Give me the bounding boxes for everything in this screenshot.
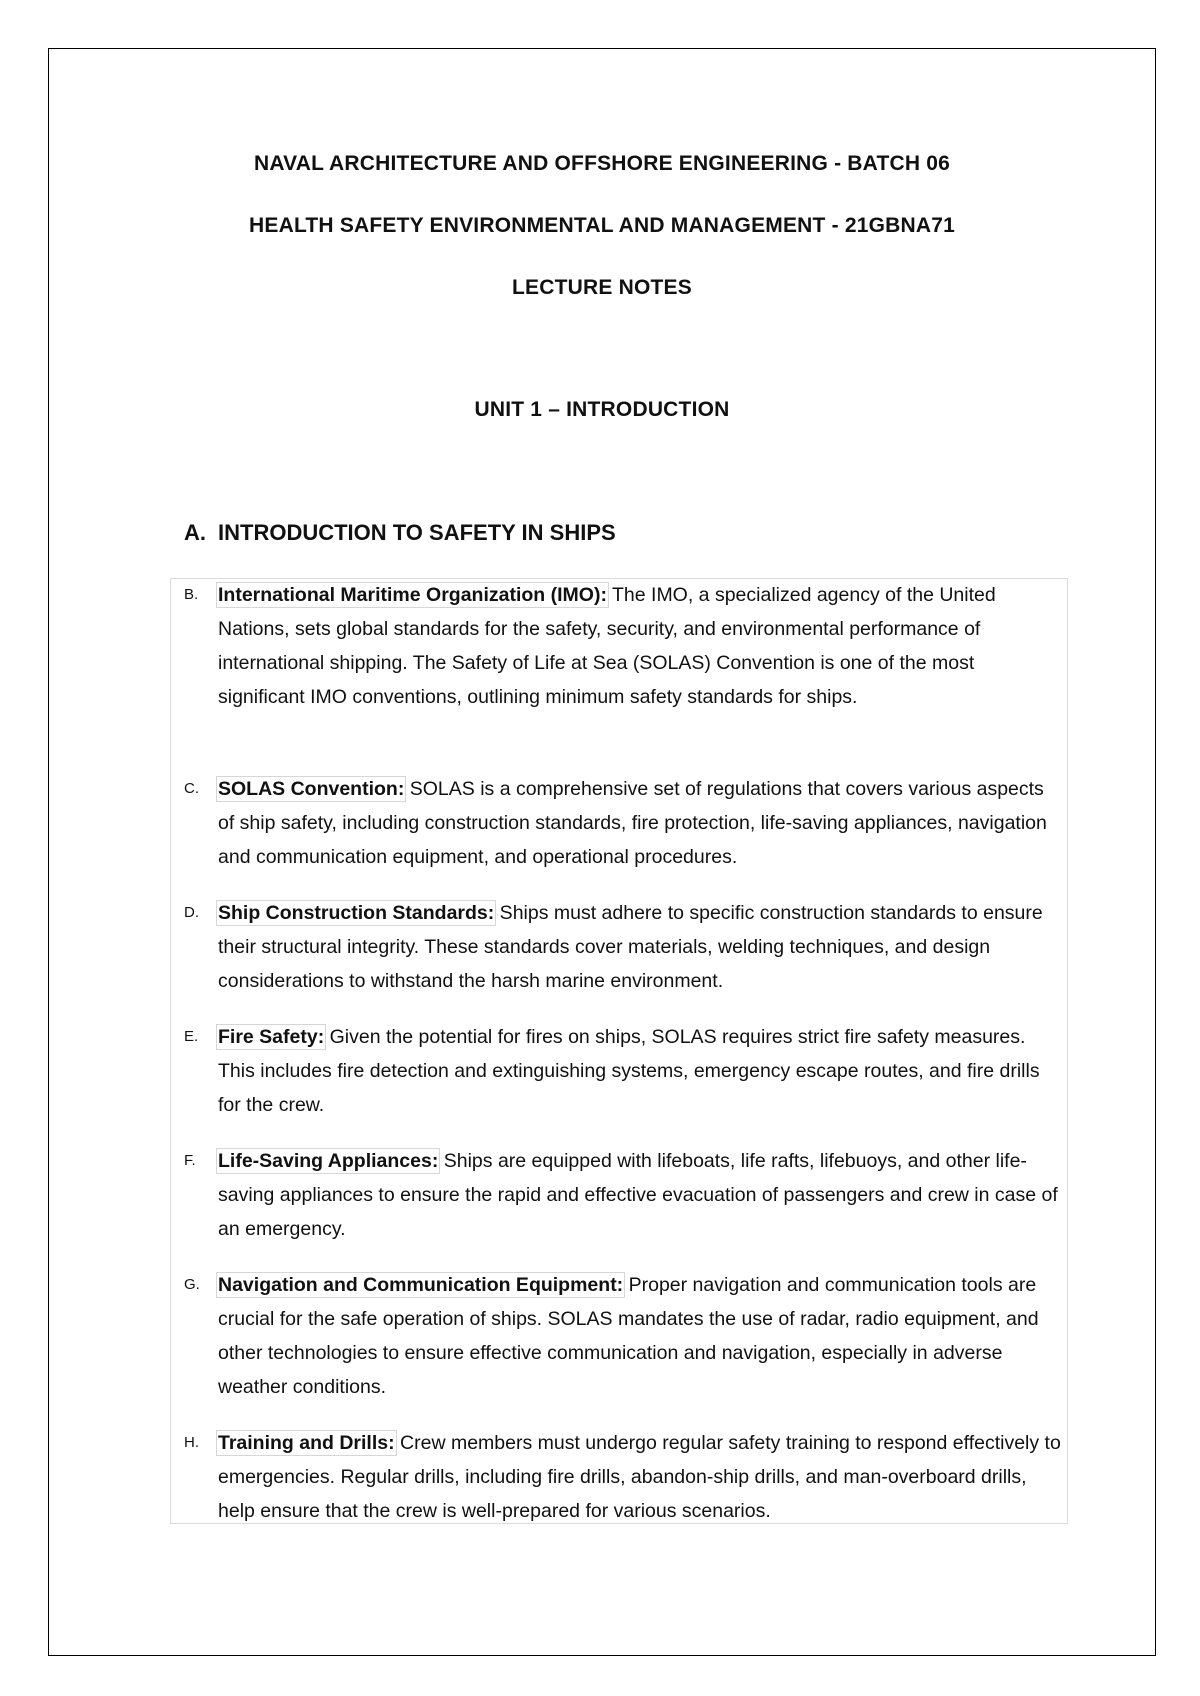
list-item-term: International Maritime Organization (IMO): bbox=[218, 584, 607, 606]
list-item-imo bbox=[184, 578, 1064, 714]
course-title: HEALTH SAFETY ENVIRONMENTAL AND MANAGEMENT - 21GBNA71 bbox=[249, 214, 955, 237]
list-item-term: Life-Saving Appliances: bbox=[218, 1150, 439, 1172]
list-item-text: Proper navigation and communication tools are crucial for the safe operation of ships. SOLAS mandates the use of radar, radio equipment, and other technologies to ensure effective communication and navigation, especially in adverse weather conditions. bbox=[218, 1274, 1039, 1398]
unit-title: UNIT 1 – INTRODUCTION bbox=[474, 398, 730, 421]
list-marker: G. bbox=[184, 1276, 200, 1293]
list-item-text: SOLAS is a comprehensive set of regulations that covers various aspects of ship safety, including construction standards, fire protection, life-saving appliances, navigation and communication equipment, and operational procedures. bbox=[218, 778, 1047, 868]
list-item-solas bbox=[184, 772, 1064, 874]
list-item-text: Given the potential for fires on ships, SOLAS requires strict fire safety measures. This includes fire detection and extinguishing systems, emergency escape routes, and fire drills for the crew. bbox=[218, 1026, 1040, 1116]
list-item-text: Crew members must undergo regular safety training to respond effectively to emergencies. Regular drills, including fire drills, abandon-ship drills, and man-overboard drills, help ensure that the crew is well-prepared for various scenarios. bbox=[218, 1432, 1061, 1522]
list-item-fire-safety bbox=[184, 1020, 1064, 1122]
list-item-text: The IMO, a specialized agency of the United Nations, sets global standards for the safety, security, and environmental performance of international shipping. The Safety of Life at Sea (SOLAS) Convention is one of the most significant IMO conventions, outlining minimum safety standards for ships. bbox=[218, 584, 996, 708]
list-marker: F. bbox=[184, 1152, 196, 1169]
list-item-term: Training and Drills: bbox=[218, 1432, 395, 1454]
section-title: INTRODUCTION TO SAFETY IN SHIPS bbox=[218, 520, 616, 545]
list-item-text: Ships must adhere to specific construction standards to ensure their structural integrity. These standards cover materials, welding techniques, and design considerations to withstand the harsh marine environment. bbox=[218, 902, 1043, 992]
list-item-navigation bbox=[184, 1268, 1064, 1404]
list-item-text: Ships are equipped with lifeboats, life rafts, lifebuoys, and other life-saving appliances to ensure the rapid and effective evacuation of passengers and crew in case of an emergency. bbox=[218, 1150, 1058, 1240]
list-item-term: Navigation and Communication Equipment: bbox=[218, 1274, 624, 1296]
list-marker: B. bbox=[184, 586, 199, 603]
list-marker: H. bbox=[184, 1434, 199, 1451]
program-title: NAVAL ARCHITECTURE AND OFFSHORE ENGINEERING - BATCH 06 bbox=[253, 152, 951, 175]
list-item-term: Ship Construction Standards: bbox=[218, 902, 495, 924]
list-item-training bbox=[184, 1426, 1064, 1528]
document-type: LECTURE NOTES bbox=[512, 276, 692, 299]
list-marker: D. bbox=[184, 904, 199, 921]
list-item-term: Fire Safety: bbox=[218, 1026, 325, 1048]
list-marker: E. bbox=[184, 1028, 199, 1045]
list-item-life-saving bbox=[184, 1144, 1064, 1246]
section-heading bbox=[184, 518, 616, 548]
section-letter: A. bbox=[184, 520, 206, 545]
list-item-term: SOLAS Convention: bbox=[218, 778, 405, 800]
list-item-construction bbox=[184, 896, 1064, 998]
list-marker: C. bbox=[184, 780, 199, 797]
